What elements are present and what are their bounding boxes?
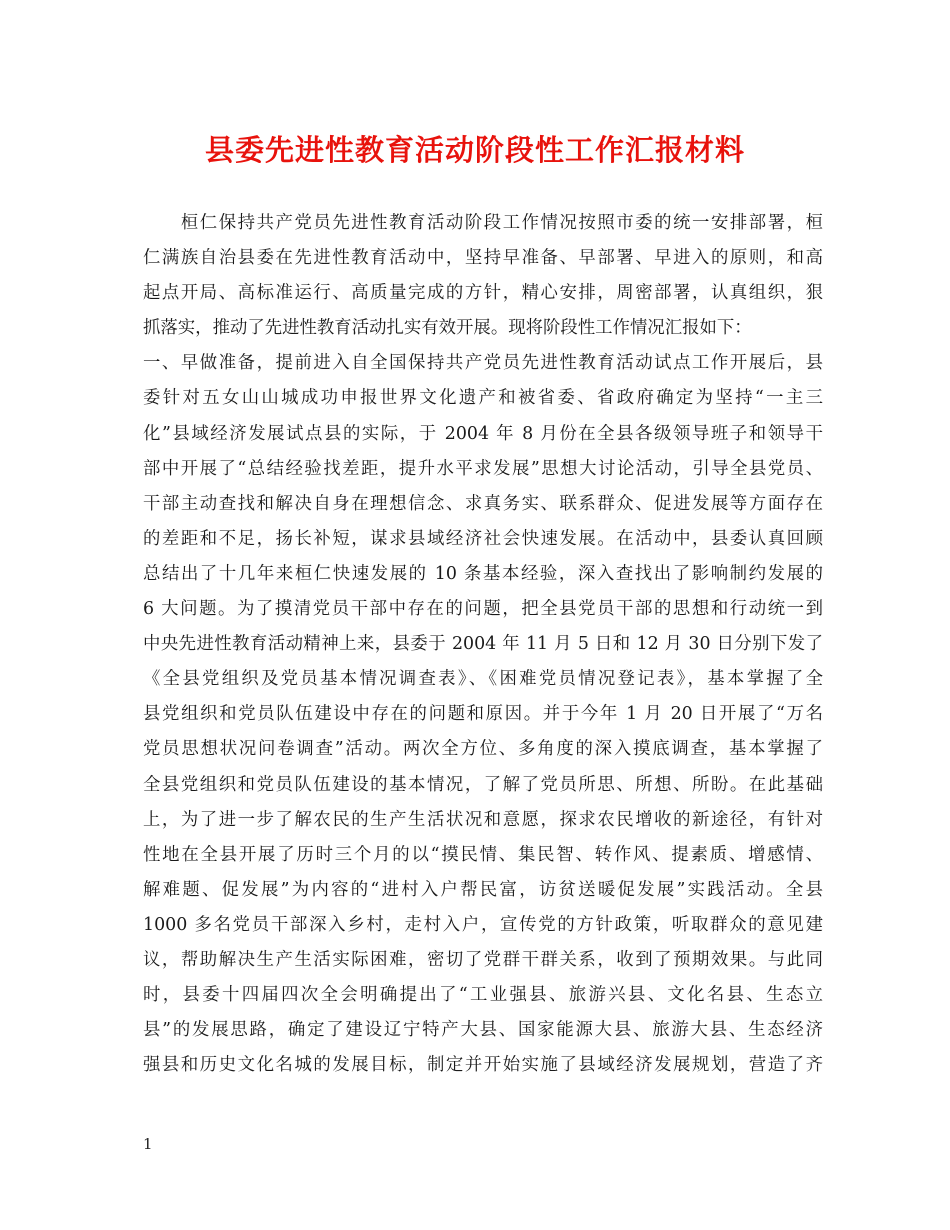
body-line: 议，帮助解决生产生活实际困难，密切了党群干群关系，收到了预期效果。与此同 bbox=[143, 949, 823, 970]
body-line: 委针对五女山山城成功申报世界文化遗产和被省委、省政府确定为坚持“一主三 bbox=[143, 388, 823, 409]
body-line: 部中开展了“总结经验找差距，提升水平求发展”思想大讨论活动，引导全县党员、 bbox=[143, 458, 823, 479]
body-line: 全县党组织和党员队伍建设的基本情况，了解了党员所思、所想、所盼。在此基础 bbox=[143, 774, 823, 795]
body-line: 解难题、促发展”为内容的“进村入户帮民富，访贫送暖促发展”实践活动。全县 bbox=[143, 879, 823, 900]
body-line: 时，县委十四届四次全会明确提出了“工业强县、旅游兴县、文化名县、生态立 bbox=[143, 985, 823, 1006]
body-line: 抓落实，推动了先进性教育活动扎实有效开展。现将阶段性工作情况汇报如下： bbox=[143, 318, 752, 339]
body-line: 仁满族自治县委在先进性教育活动中，坚持早准备、早部署、早进入的原则，和高 bbox=[143, 248, 823, 269]
body-line: 上，为了进一步了解农民的生产生活状况和意愿，探求农民增收的新途径，有针对 bbox=[143, 809, 823, 830]
document-body bbox=[143, 206, 823, 1083]
body-line: 起点开局、高标准运行、高质量完成的方针，精心安排，周密部署，认真组织，狠 bbox=[143, 283, 823, 304]
body-line: 中央先进性教育活动精神上来，县委于 2004 年 11 月 5 日和 12 月 30 日分别下发了 bbox=[143, 634, 823, 655]
page-number: 1 bbox=[143, 1135, 153, 1153]
document-title: 县委先进性教育活动阶段性工作汇报材料 bbox=[204, 133, 745, 167]
body-line: 党员思想状况问卷调查”活动。两次全方位、多角度的深入摸底调查，基本掌握了 bbox=[143, 739, 823, 760]
body-line: 一、早做准备，提前进入自全国保持共产党员先进性教育活动试点工作开展后，县 bbox=[143, 353, 823, 374]
body-line: 县”的发展思路，确定了建设辽宁特产大县、国家能源大县、旅游大县、生态经济 bbox=[143, 1020, 823, 1041]
body-line: 县党组织和党员队伍建设中存在的问题和原因。并于今年 1 月 20 日开展了“万名 bbox=[143, 704, 823, 725]
body-line: 1000 多名党员干部深入乡村，走村入户，宣传党的方针政策，听取群众的意见建 bbox=[143, 914, 823, 935]
body-line: 《全县党组织及党员基本情况调查表》、《困难党员情况登记表》，基本掌握了全 bbox=[143, 669, 823, 690]
body-line: 强县和历史文化名城的发展目标，制定并开始实施了县域经济发展规划，营造了齐 bbox=[143, 1055, 823, 1076]
body-line: 的差距和不足，扬长补短，谋求县域经济社会快速发展。在活动中，县委认真回顾 bbox=[143, 528, 823, 549]
body-line: 干部主动查找和解决自身在理想信念、求真务实、联系群众、促进发展等方面存在 bbox=[143, 493, 823, 514]
body-line: 总结出了十几年来桓仁快速发展的 10 条基本经验，深入查找出了影响制约发展的 bbox=[143, 563, 823, 584]
body-line: 性地在全县开展了历时三个月的以“摸民情、集民智、转作风、提素质、增感情、 bbox=[143, 844, 823, 865]
body-line: 化”县域经济发展试点县的实际，于 2004 年 8 月份在全县各级领导班子和领导干 bbox=[143, 423, 823, 444]
body-line: 桓仁保持共产党员先进性教育活动阶段工作情况按照市委的统一安排部署，桓 bbox=[143, 213, 823, 233]
body-line: 6 大问题。为了摸清党员干部中存在的问题，把全县党员干部的思想和行动统一到 bbox=[143, 599, 823, 620]
